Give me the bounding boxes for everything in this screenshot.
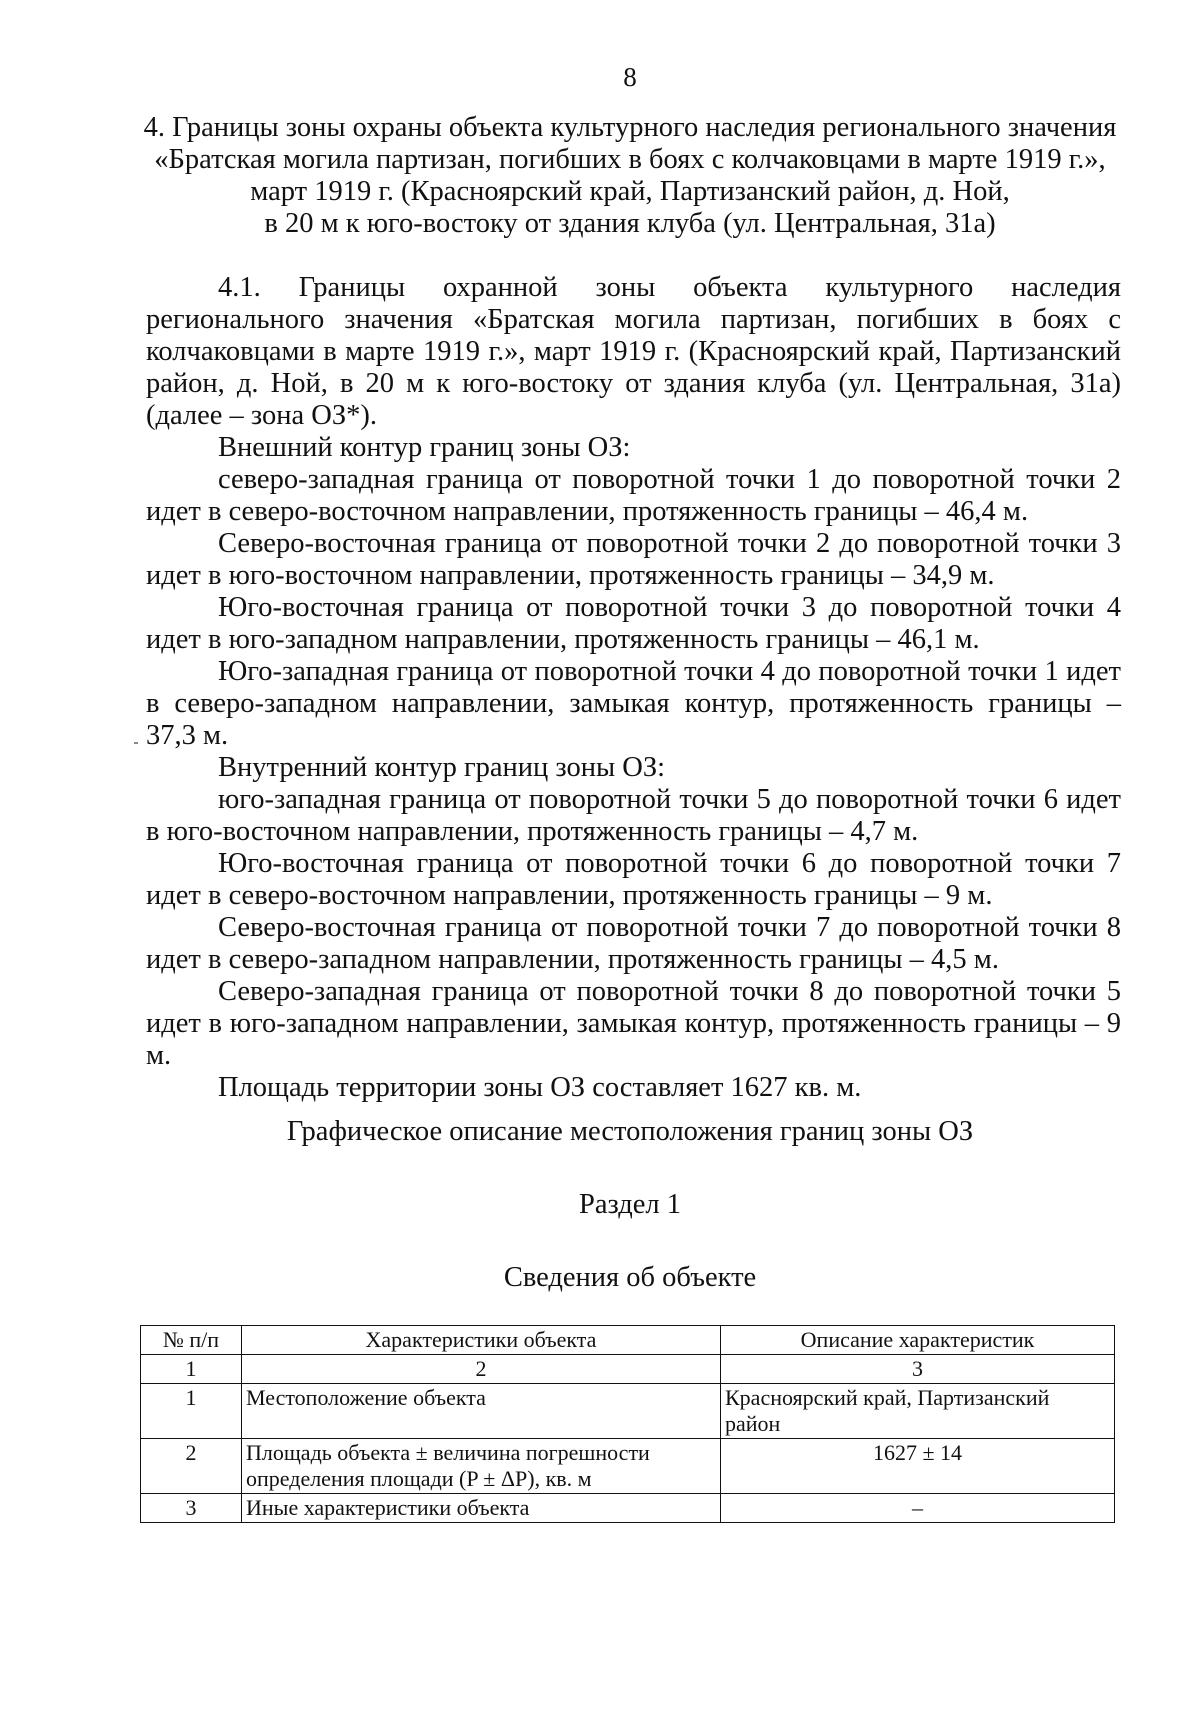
section-heading: [140, 112, 1120, 240]
table-row: [141, 1384, 1115, 1439]
paragraph-zone-definition: 4.1. Границы охранной зоны объекта культурного наследия регионального значения «Братская могила партизан, погибших в боях с колчаковцами в марте 1919 г.», март 1919 г. (Красноярский край, Партизанский район, д. Ной, в 20 м к юго-востоку от здания клуба (ул. Центральная, 31а) (далее – зона ОЗ*).: [146, 272, 1121, 431]
paragraph-nw-boundary: северо-западная граница от поворотной точки 1 до поворотной точки 2 идет в северо-восточном направлении, протяженность границы – 46,4 м.: [146, 464, 1121, 527]
row-characteristic: Иные характеристики объекта: [242, 1494, 721, 1523]
scan-artifact: [134, 742, 138, 744]
table-row: [141, 1439, 1115, 1494]
object-info-table: [140, 1325, 1115, 1523]
numbering-cell: 1: [141, 1355, 242, 1384]
outer-contour-heading: Внешний контур границ зоны ОЗ:: [218, 432, 631, 463]
row-number: 2: [141, 1439, 242, 1494]
paragraph-inner-ne-boundary: Северо-восточная граница от поворотной точки 7 до поворотной точки 8 идет в северо-западном направлении, протяженность границы – 4,5 м.: [146, 912, 1121, 975]
header-number: № п/п: [141, 1326, 242, 1355]
row-description: 1627 ± 14: [721, 1439, 1115, 1494]
table-row: [141, 1494, 1115, 1523]
paragraph-area: Площадь территории зоны ОЗ составляет 1627 кв. м.: [218, 1072, 862, 1103]
heading-line-4: в 20 м к юго-востоку от здания клуба (ул. Центральная, 31а): [264, 208, 996, 239]
row-description: –: [721, 1494, 1115, 1523]
header-characteristics: Характеристики объекта: [242, 1326, 721, 1355]
table-numbering-row: [141, 1355, 1115, 1384]
row-characteristic: Местоположение объекта: [242, 1384, 721, 1439]
graphic-description-title: Графическое описание местоположения границ зоны ОЗ: [286, 1116, 974, 1147]
table-header-row: [141, 1326, 1115, 1355]
page-number: 8: [623, 62, 637, 92]
paragraph-se-boundary: Юго-восточная граница от поворотной точки 3 до поворотной точки 4 идет в юго-западном направлении, протяженность границы – 46,1 м.: [146, 592, 1121, 655]
paragraph-ne-boundary: Северо-восточная граница от поворотной точки 2 до поворотной точки 3 идет в юго-восточном направлении, протяженность границы – 34,9 м.: [146, 528, 1121, 591]
heading-line-3: март 1919 г. (Красноярский край, Партизанский район, д. Ной,: [250, 176, 1010, 207]
numbering-cell: 3: [721, 1355, 1115, 1384]
paragraph-inner-sw-boundary: юго-западная граница от поворотной точки 5 до поворотной точки 6 идет в юго-восточном направлении, протяженность границы – 4,7 м.: [146, 784, 1121, 847]
numbering-cell: 2: [242, 1355, 721, 1384]
row-characteristic: Площадь объекта ± величина погрешности определения площади (P ± ΔP), кв. м: [242, 1439, 721, 1494]
inner-contour-heading: Внутренний контур границ зоны ОЗ:: [218, 752, 666, 783]
table-title: Сведения об объекте: [503, 1262, 757, 1293]
section-label: Раздел 1: [579, 1189, 681, 1220]
paragraph-inner-se-boundary: Юго-восточная граница от поворотной точки 6 до поворотной точки 7 идет в северо-восточном направлении, протяженность границы – 9 м.: [146, 848, 1121, 911]
paragraph-inner-nw-boundary: Северо-западная граница от поворотной точки 8 до поворотной точки 5 идет в юго-западном направлении, замыкая контур, протяженность границы – 9 м.: [146, 976, 1121, 1071]
paragraph-sw-boundary: Юго-западная граница от поворотной точки 4 до поворотной точки 1 идет в северо-западном направлении, замыкая контур, протяженность границы – 37,3 м.: [146, 656, 1121, 751]
heading-line-2: «Братская могила партизан, погибших в боях с колчаковцами в марте 1919 г.»,: [154, 144, 1106, 175]
body-text: [146, 272, 1121, 1104]
row-number: 1: [141, 1384, 242, 1439]
row-number: 3: [141, 1494, 242, 1523]
row-description: Красноярский край, Партизанский район: [721, 1384, 1115, 1439]
heading-line-1: 4. Границы зоны охраны объекта культурного наследия регионального значения: [143, 112, 1117, 143]
header-description: Описание характеристик: [721, 1326, 1115, 1355]
